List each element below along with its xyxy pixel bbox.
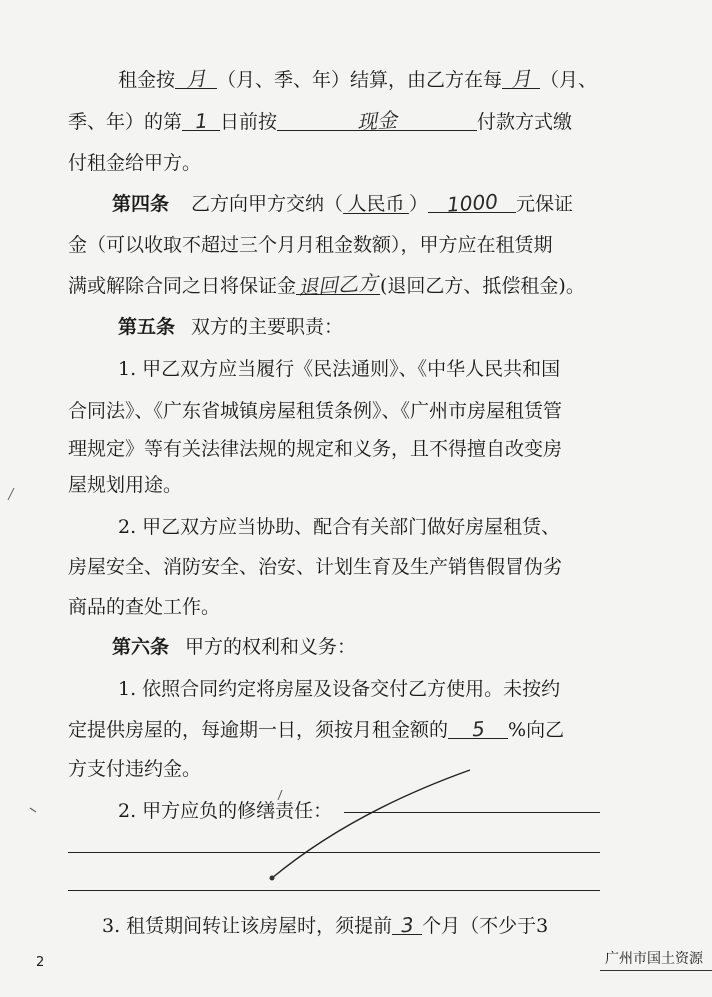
text: 定提供房屋的，每逾期一日，须按月租金额的 (68, 719, 449, 741)
article5-heading: 第五条 (118, 316, 176, 338)
text: （月、季、年）结算，由乙方在每 (217, 69, 503, 91)
text: 屋规划用途。 (68, 474, 183, 496)
text: 方支付违约金。 (68, 758, 202, 780)
text: 理规定》等有关法律法规的规定和义务，且不得擅自改变房 (68, 438, 563, 460)
handwritten-payment-method: 现金 (356, 107, 398, 135)
page-number: 2 (36, 955, 45, 970)
article6-heading: 第六条 (112, 636, 170, 658)
handwritten-penalty-rate: 5 (470, 716, 486, 742)
currency-value: 人民币 (347, 193, 405, 215)
handwritten-payment-day: 1 (193, 108, 209, 134)
text: 付租金给甲方。 (68, 152, 202, 174)
text: (退回乙方、抵偿租金)。 (380, 275, 585, 297)
text: 满或解除合同之日将保证金 (68, 275, 297, 297)
handwritten-settlement-period: 月 (185, 66, 207, 92)
text: 1. 依照合同约定将房屋及设备交付乙方使用。未按约 (118, 678, 561, 700)
handwritten-notice-months: 3 (399, 912, 415, 938)
text: 季、年）的第 (68, 111, 183, 133)
article6-title: 甲方的权利和义务： (185, 636, 357, 658)
footer-organization: 广州市国土资源 (605, 951, 703, 967)
text: 乙方向甲方交纳（ (191, 193, 344, 215)
text: ） (409, 193, 429, 215)
handwritten-deposit-handling: 退回乙方 (297, 270, 379, 300)
footer-divider (600, 970, 712, 971)
text: 合同法》、《广东省城镇房屋租赁条例》、《广州市房屋租赁管 (68, 400, 563, 422)
text: 2. 甲方应负的修缮责任： (118, 800, 333, 822)
text: 元保证 (516, 193, 574, 215)
text: 商品的查处工作。 (68, 596, 221, 618)
article5-title: 双方的主要职责： (191, 316, 344, 338)
handwritten-deposit-amount: 1000 (445, 189, 499, 217)
text: 个月（不少于3 (422, 915, 549, 937)
text: 租金按 (118, 69, 176, 91)
text: 1. 甲乙双方应当履行《民法通则》、《中华人民共和国 (118, 358, 561, 380)
article4-heading: 第四条 (112, 193, 170, 215)
text: （月、 (540, 69, 598, 91)
text: 2. 甲乙双方应当协助、配合有关部门做好房屋租赁、 (118, 516, 561, 538)
text: 金（可以收取不超过三个月月租金数额），甲方应在租赁期 (68, 234, 553, 256)
text: %向乙 (508, 719, 565, 741)
text: 房屋安全、消防安全、治安、计划生育及生产销售假冒伪劣 (68, 556, 563, 578)
text: 3. 租赁期间转让该房屋时，须提前 (102, 915, 393, 937)
text: 付款方式缴 (477, 111, 573, 133)
handwritten-payment-period: 月 (510, 66, 532, 92)
text: 日前按 (220, 111, 278, 133)
